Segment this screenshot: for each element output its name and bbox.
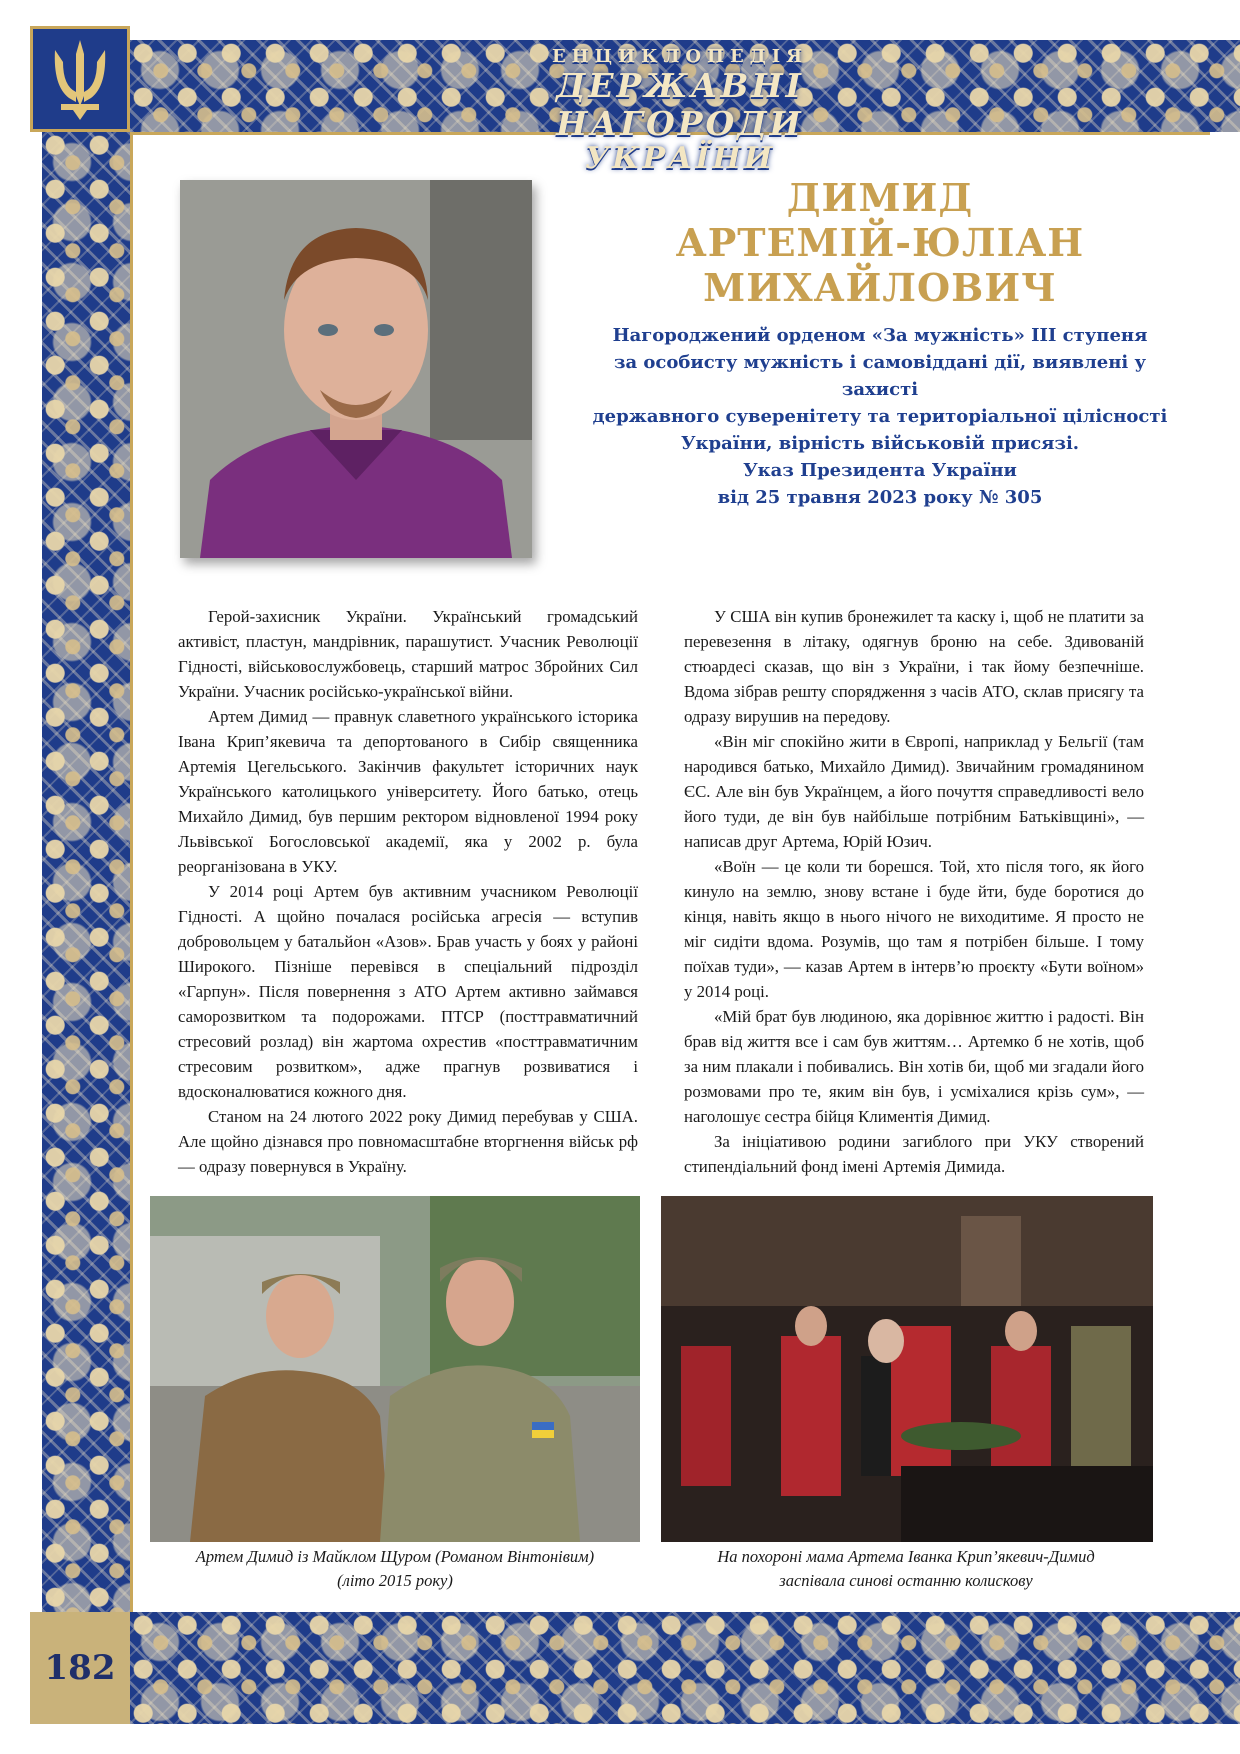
award-line-2: за особисту мужність і самовіддані дії, виявлені у захисті (613, 352, 1147, 400)
paragraph: За ініціативою родини загиблого при УКУ створений стипендіальний фонд імені Артемія Димида. (684, 1132, 1144, 1176)
coat-of-arms-box (30, 26, 130, 132)
portrait-illustration (180, 180, 532, 558)
paragraph: Герой-захисник України. Український громадський активіст, пластун, мандрівник, парашутист. Учасник Революції Гідності, військовослужбовець, старший матрос Збройних Сил України. Учасник російсько-української війни. (178, 607, 638, 701)
person-name (620, 175, 1140, 310)
header-line-2: ДЕРЖАВНІ НАГОРОДИ (556, 66, 804, 143)
body-column-right (684, 604, 1144, 1179)
caption-right-line-1: На похороні мама Артема Іванка Крип’якевич-Димид (717, 1547, 1095, 1566)
paragraph: Станом на 24 лютого 2022 року Димид перебував у США. Але щойно дізнався про повномасштабне вторгнення військ рф — одразу повернувся в Україну. (178, 1107, 638, 1176)
caption-left-line-1: Артем Димид із Майклом Щуром (Романом Вінтонівим) (195, 1547, 595, 1566)
paragraph: У 2014 році Артем був активним учасником Революції Гідності. А щойно почалася російська агресія — вступив добровольцем у батальйон «Азов». Брав участь у боях у районі Широкого. Пізніше перевівся в спеціальний підрозділ «Гарпун». Після повернення з АТО Артем активно займався саморозвитком та подорожами. ПТСР (посттравматичний стресовий розлад) він жартома охрестив «посттравматичним стресовим розвитком», адже прагнув розвиватися і вдосконалюватися кожного дня. (178, 882, 638, 1101)
award-line-5: Указ Президента України (743, 460, 1017, 481)
paragraph: «Воїн — це коли ти борешся. Той, хто після того, як його кинуло на землю, знову встане і буде йти, буде боротися до кінця, навіть якщо в нього нічого не виходитиме. Я просто не міг сидіти вдома. Розумів, що там я потрібен більше. І тому поїхав туди», — казав Артем в інтерв’ю проєкту «Бути воїном» у 2014 році. (684, 857, 1144, 1001)
encyclopedia-title (430, 46, 930, 175)
paragraph: «Мій брат був людиною, яка дорівнює життю і радості. Він брав від життя все і сам був життям… Артемко б не хотів, щоб за ним плакали і побивались. Він хотів би, щоб ми згадали його розмовами про те, яким він був, і усміхалися крізь сум», — наголошує сестра бійця Климентія Димид. (684, 1007, 1144, 1126)
caption-left-line-2: (літо 2015 року) (337, 1571, 453, 1590)
award-line-6: від 25 травня 2023 року № 305 (717, 487, 1043, 508)
photo-two-soldiers-illustration (150, 1196, 640, 1542)
award-description (580, 322, 1180, 511)
photo-funeral-ceremony (661, 1196, 1153, 1542)
footer-ornament-band (130, 1612, 1240, 1724)
left-ornament-band (42, 132, 130, 1612)
portrait-photo (180, 180, 532, 558)
name-line-1: ДИМИД (786, 175, 974, 220)
award-line-1: Нагороджений орденом «За мужність» ІІІ ступеня (612, 325, 1148, 346)
page-number: 182 (30, 1612, 130, 1724)
name-line-3: МИХАЙЛОВИЧ (703, 265, 1057, 310)
header-line-3: УКРАЇНИ (584, 141, 776, 176)
award-line-4: України, вірність військовій присязі. (680, 433, 1080, 454)
name-line-2: АРТЕМІЙ-ЮЛІАН (675, 220, 1085, 265)
body-column-left (178, 604, 638, 1179)
caption-right-line-2: заспівала синові останню колискову (779, 1571, 1033, 1590)
paragraph: У США він купив бронежилет та каску і, щоб не платити за перевезення в літаку, одягнув броню на себе. Здивованій стюардесі сказав, що він з України, і так йому безпечніше. Вдома зібрав решту спорядження з часів АТО, склав присягу та одразу вирушив на передову. (684, 607, 1144, 726)
trident-icon (49, 36, 111, 122)
photo-two-soldiers (150, 1196, 640, 1542)
photo-caption-right (661, 1545, 1151, 1593)
photo-funeral-illustration (661, 1196, 1153, 1542)
award-line-3: державного суверенітету та територіальної цілісності (592, 406, 1168, 427)
photo-caption-left (150, 1545, 640, 1593)
paragraph: Артем Димид — правнук славетного українського історика Івана Крип’якевича та депортованого в Сибір священника Артемія Цегельського. Закінчив факультет історичних наук Українського католицького університету. Його батько, отець Михайло Димид, був першим ректором відновленої 1994 року Львівської Богословської академії, яка у 2002 р. була реорганізована в УКУ. (178, 707, 638, 876)
paragraph: «Він міг спокійно жити в Європі, наприклад у Бельгії (там народився батько, Михайло Димид). Звичайним громадянином ЄС. Але він був Українцем, а його почуття справедливості вело його туди, де він був найбільше потрібним Батьківщині», — написав друг Артема, Юрій Юзич. (684, 732, 1144, 851)
header-line-1: ЕНЦИКЛОПЕДІЯ (551, 46, 809, 67)
